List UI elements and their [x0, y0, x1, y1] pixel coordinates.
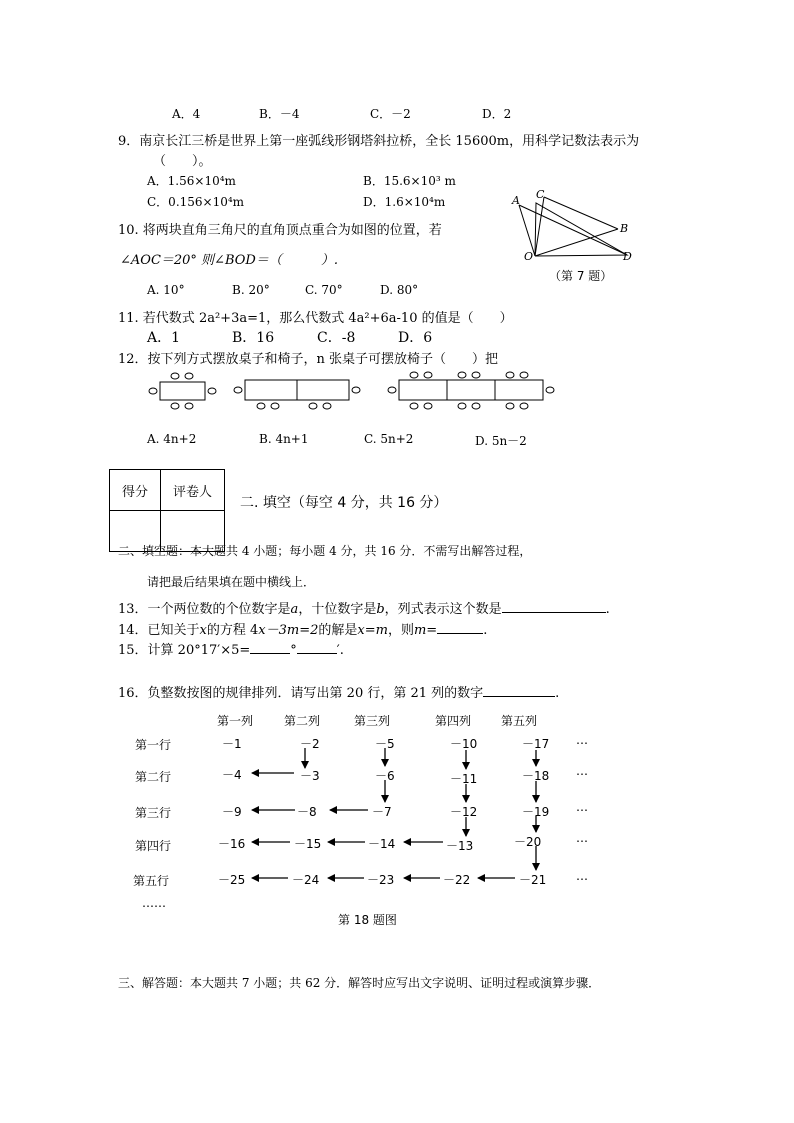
q12-option-d: D. 5n－2: [475, 434, 527, 448]
q11-option-d: D．6: [398, 330, 433, 346]
row1-more: …: [576, 733, 588, 747]
cell-r3-c3: －7: [372, 805, 392, 819]
q9-option-a: A．1.56×10⁴m: [147, 174, 236, 188]
row-header-4: 第四行: [135, 839, 172, 853]
cell-r5-c5: －21: [519, 873, 547, 887]
cell-r4-c4: －13: [446, 839, 474, 853]
triangles-figure: [505, 185, 645, 285]
row5-more: …: [576, 869, 588, 883]
col-header-3: 第三列: [354, 714, 391, 728]
q9-option-d: D．1.6×10⁴m: [363, 195, 446, 209]
cell-r2-c5: －18: [522, 769, 550, 783]
cell-r5-c2: －24: [292, 873, 320, 887]
row2-more: …: [576, 764, 588, 778]
q10-option-d: D. 80°: [380, 283, 419, 297]
section2-desc: 二、填空题：本大题共 4 小题；每小题 4 分，共 16 分．不需写出解答过程，: [118, 544, 532, 558]
grid-caption: 第 18 题图: [338, 913, 397, 927]
q11-text: 11. 若代数式 2a²+3a=1，那么代数式 4a²+6a-10 的值是（ ）: [118, 311, 513, 326]
q13: 13．一个两位数的个位数字是a，十位数字是b，列式表示这个数是 .: [118, 602, 610, 617]
row-header-2: 第二行: [135, 770, 172, 784]
score-table: [109, 469, 225, 552]
q10-text: 10. 将两块直角三角尺的直角顶点重合为如图的位置，若: [118, 223, 442, 238]
col-header-1: 第一列: [217, 714, 254, 728]
rows-ellipsis: ……: [142, 896, 166, 910]
q8-option-b: B．－4: [259, 107, 300, 121]
row-header-1: 第一行: [135, 738, 172, 752]
cell-r1-c1: －1: [222, 737, 242, 751]
cell-r5-c3: －23: [367, 873, 395, 887]
q10-option-a: A. 10°: [147, 283, 185, 297]
cell-r3-c4: －12: [450, 805, 478, 819]
row-header-3: 第三行: [135, 806, 172, 820]
q12-option-c: C. 5n+2: [364, 432, 414, 446]
col-header-5: 第五列: [501, 714, 538, 728]
q11-option-a: A．1: [147, 330, 181, 346]
cell-r4-c2: －15: [294, 837, 322, 851]
label-a: A: [512, 194, 520, 207]
cell-r1-c4: －10: [450, 737, 478, 751]
q14-answer-blank[interactable]: [437, 621, 483, 634]
q16: 16．负整数按图的规律排列．请写出第 20 行，第 21 列的数字 .: [118, 686, 560, 701]
label-b: B: [620, 222, 629, 235]
q9-option-b: B．15.6×10³ m: [363, 174, 456, 188]
q10-option-b: B. 20°: [232, 283, 270, 297]
q16-answer-blank[interactable]: [483, 684, 555, 697]
tables-chairs-figure: [140, 370, 560, 412]
q12-text: 12．按下列方式摆放桌子和椅子，n 张桌子可摆放椅子（ ）把: [118, 352, 499, 367]
q10-option-c: C. 70°: [305, 283, 343, 297]
label-d: D: [623, 250, 632, 263]
row3-more: …: [576, 800, 588, 814]
q9-blank: （ ）。: [153, 154, 212, 169]
cell-r1-c2: －2: [300, 737, 320, 751]
cell-r2-c1: －4: [222, 768, 242, 782]
q14: 14．已知关于x的方程 4x－3m=2的解是x=m，则m= .: [118, 623, 488, 638]
cell-r2-c2: －3: [300, 769, 320, 783]
cell-r2-c4: －11: [450, 772, 478, 786]
q10-angle-text: ∠AOC＝20° 则∠BOD＝（ ）.: [120, 253, 338, 268]
q11-option-b: B．16: [232, 330, 275, 346]
label-c: C: [536, 188, 545, 201]
q8-option-a: A．4: [172, 107, 201, 121]
q15: 15．计算 20°17′×5= ° ′.: [118, 643, 344, 658]
q11-option-c: C．-8: [317, 330, 356, 346]
q12-option-a: A. 4n+2: [147, 432, 197, 446]
q12-option-b: B. 4n+1: [259, 432, 309, 446]
figure-caption: （第 7 题）: [549, 269, 613, 283]
row-header-5: 第五行: [133, 874, 170, 888]
grader-header: 评卷人: [161, 470, 225, 511]
section2-desc2: 请把最后结果填在题中横线上．: [147, 575, 316, 589]
q15-degree-blank[interactable]: [250, 641, 290, 654]
q13-answer-blank[interactable]: [502, 600, 606, 613]
cell-r1-c3: －5: [375, 737, 395, 751]
q9-text: 9．南京长江三桥是世界上第一座弧线形钢塔斜拉桥，全长 15600m，用科学记数法表示为: [118, 134, 640, 149]
cell-r5-c1: －25: [218, 873, 246, 887]
cell-r1-c5: －17: [522, 737, 550, 751]
cell-r4-c1: －16: [218, 837, 246, 851]
cell-r3-c5: －19: [522, 805, 550, 819]
q9-option-c: C．0.156×10⁴m: [147, 195, 245, 209]
section2-title: 二. 填空（每空 4 分，共 16 分）: [240, 495, 448, 511]
score-header: 得分: [110, 470, 161, 511]
cell-r4-c3: －14: [368, 837, 396, 851]
q8-option-d: D．2: [482, 107, 512, 121]
section3-text: 三、解答题：本大题共 7 小题；共 62 分．解答时应写出文字说明、证明过程或演算步骤．: [118, 976, 601, 990]
q8-option-c: C．－2: [370, 107, 411, 121]
cell-r3-c2: －8: [297, 805, 317, 819]
label-o: O: [524, 250, 534, 263]
cell-r4-c5: －20: [514, 835, 542, 849]
cell-r5-c4: －22: [443, 873, 471, 887]
row4-more: …: [576, 831, 588, 845]
q15-minute-blank[interactable]: [297, 641, 337, 654]
cell-r3-c1: －9: [222, 805, 242, 819]
col-header-4: 第四列: [435, 714, 472, 728]
col-header-2: 第二列: [284, 714, 321, 728]
cell-r2-c3: －6: [375, 769, 395, 783]
